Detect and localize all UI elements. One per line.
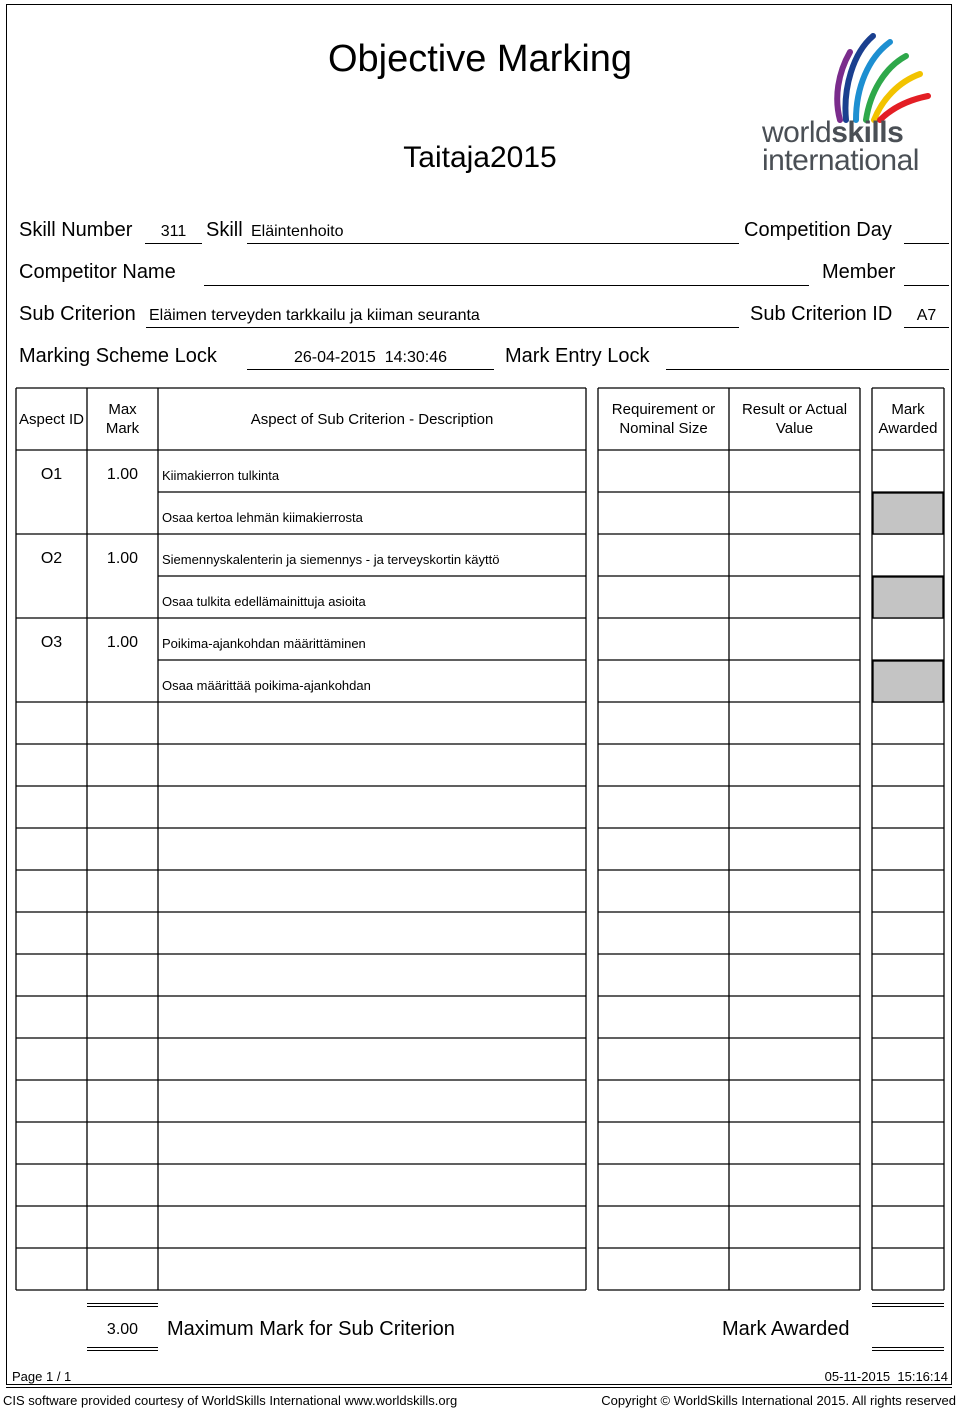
max-total-value: 3.00 xyxy=(106,1321,139,1338)
marking-scheme-lock-label: Marking Scheme Lock xyxy=(19,345,217,367)
mark-awarded-total-label: Mark Awarded xyxy=(722,1318,850,1340)
aspect-detail: Osaa kertoa lehmän kiimakierrosta xyxy=(162,510,363,525)
max-total-rule-bottom xyxy=(87,1347,158,1351)
aspect-title: Siemennyskalenterin ja siemennys - ja terveyskortin käyttö xyxy=(162,552,500,567)
aspect-detail: Osaa tulkita edellämainittuja asioita xyxy=(162,594,366,609)
aspect-id: O3 xyxy=(40,634,63,651)
logo-skills: skills xyxy=(831,116,904,149)
skill-label: Skill xyxy=(206,219,243,241)
awarded-total-rule-top xyxy=(872,1303,944,1307)
sub-criterion-id-label: Sub Criterion ID xyxy=(750,303,893,325)
awarded-total-rule-bottom xyxy=(872,1347,944,1351)
event-name: Taitaja2015 xyxy=(403,141,557,174)
aspect-max-mark: 1.00 xyxy=(106,466,139,483)
skill-value: Eläintenhoito xyxy=(251,223,344,240)
header-description: Aspect of Sub Criterion - Description xyxy=(250,410,494,428)
mark-entry-lock-label: Mark Entry Lock xyxy=(505,345,650,367)
print-timestamp: 05-11-2015 15:16:14 xyxy=(824,1369,948,1384)
skill-number-value: 311 xyxy=(160,223,187,240)
header-mark-awarded: Mark Awarded xyxy=(878,401,938,437)
skill-number-label: Skill Number xyxy=(19,219,133,241)
aspect-detail: Osaa määrittää poikima-ajankohdan xyxy=(162,678,371,693)
page-title: Objective Marking xyxy=(327,38,633,80)
logo-international: international xyxy=(762,144,919,177)
competitor-name-label: Competitor Name xyxy=(19,261,176,283)
aspect-title: Kiimakierron tulkinta xyxy=(162,468,280,483)
sub-criterion-value: Eläimen terveyden tarkkailu ja kiiman seuranta xyxy=(149,307,480,324)
aspect-max-mark: 1.00 xyxy=(106,550,139,567)
logo-world: world xyxy=(762,116,832,149)
competition-day-label: Competition Day xyxy=(744,219,892,241)
max-total-rule-top xyxy=(87,1303,158,1307)
aspect-max-mark: 1.00 xyxy=(106,634,139,651)
mark-awarded-shaded-cell xyxy=(873,661,943,702)
max-total-label: Maximum Mark for Sub Criterion xyxy=(167,1318,455,1340)
footer-copyright: Copyright © WorldSkills International 2015. All rights reserved xyxy=(601,1393,956,1408)
sub-criterion-label: Sub Criterion xyxy=(19,303,136,325)
aspect-title: Poikima-ajankohdan määrittäminen xyxy=(162,636,366,651)
aspect-id: O2 xyxy=(40,550,63,567)
mark-awarded-shaded-cell xyxy=(873,493,943,534)
sub-criterion-id-value: A7 xyxy=(916,307,937,324)
header-requirement: Requirement or Nominal Size xyxy=(611,401,716,437)
member-label: Member xyxy=(822,261,896,283)
header-aspect-id: Aspect ID xyxy=(18,410,85,428)
header-result: Result or Actual Value xyxy=(741,401,848,437)
footer-credit: CIS software provided courtesy of WorldSkills International www.worldskills.org xyxy=(3,1393,458,1408)
header-max-mark: Max Mark xyxy=(105,401,140,437)
footer-divider xyxy=(6,1387,952,1388)
mark-awarded-shaded-cell xyxy=(873,577,943,618)
page-number: Page 1 / 1 xyxy=(12,1369,72,1384)
aspect-id: O1 xyxy=(40,466,63,483)
marking-scheme-lock-value: 26-04-2015 14:30:46 xyxy=(293,349,447,366)
